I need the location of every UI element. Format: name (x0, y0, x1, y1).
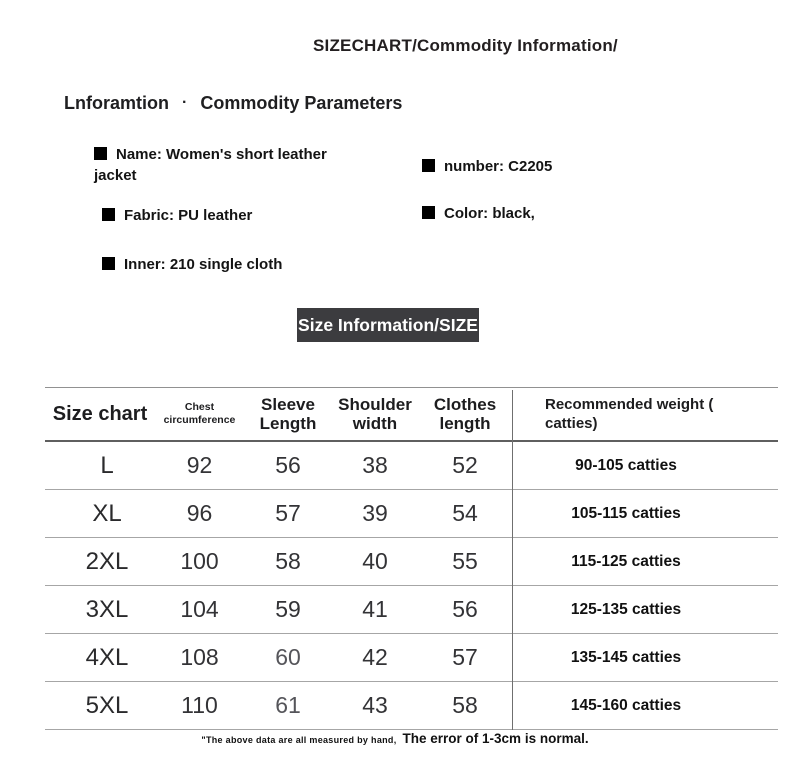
param-item-name (94, 144, 362, 186)
cell-chest: 110 (181, 692, 218, 718)
table-row-4xl (45, 634, 778, 682)
cell-clothes: 52 (452, 452, 478, 478)
cell-shoulder: 39 (362, 500, 388, 526)
cell-size: 5XL (85, 691, 129, 719)
cell-sleeve: 61 (275, 692, 301, 718)
table-row-2xl (45, 538, 778, 586)
cell-weight: 145-160 catties (570, 696, 682, 714)
param-item-number (422, 156, 552, 177)
cell-weight: 90-105 catties (575, 456, 677, 474)
black-square-bullet-icon (422, 159, 435, 172)
cell-sleeve: 56 (275, 452, 301, 478)
cell-sleeve: 57 (275, 500, 301, 526)
cell-size: 2XL (85, 547, 129, 575)
cell-chest: 104 (180, 596, 219, 622)
cell-weight: 125-135 catties (570, 600, 682, 618)
cell-sleeve: 60 (275, 644, 301, 670)
cell-weight: 105-115 catties (571, 504, 681, 522)
header-chest: Chest circumference (163, 400, 236, 426)
cell-shoulder: 38 (362, 452, 388, 478)
black-square-bullet-icon (422, 206, 435, 219)
footnote-large-text: The error of 1-3cm is normal. (402, 731, 589, 746)
heading-dot-separator: · (182, 94, 188, 111)
footnote-small-text: "The above data are all measured by hand, (201, 735, 397, 745)
cell-weight: 135-145 catties (570, 648, 682, 666)
section-heading-right: Commodity Parameters (200, 93, 403, 113)
param-fabric-label: Fabric: PU leather (124, 207, 253, 224)
cell-weight: 115-125 catties (571, 552, 681, 570)
cell-shoulder: 40 (362, 548, 388, 574)
black-square-bullet-icon (102, 208, 115, 221)
cell-size: 4XL (85, 643, 129, 671)
section-heading-left: Lnforamtion (64, 93, 169, 113)
size-table-header-row (45, 387, 778, 442)
black-square-bullet-icon (94, 147, 107, 160)
page-title: SIZECHART/Commodity Information/ (313, 36, 618, 55)
cell-clothes: 55 (452, 548, 478, 574)
cell-shoulder: 41 (362, 596, 388, 622)
cell-chest: 108 (180, 644, 219, 670)
section-heading (64, 93, 402, 114)
size-table (45, 387, 778, 730)
cell-clothes: 56 (452, 596, 478, 622)
cell-shoulder: 43 (362, 692, 388, 718)
param-inner-label: Inner: 210 single cloth (124, 256, 283, 273)
cell-sleeve: 59 (275, 596, 301, 622)
cell-clothes: 58 (452, 692, 478, 718)
table-row-l (45, 442, 778, 490)
table-row-xl (45, 490, 778, 538)
size-information-banner: Size Information/SIZE (297, 308, 479, 342)
param-color-label: Color: black, (444, 205, 535, 222)
header-size-chart: Size chart (52, 402, 148, 425)
header-shoulder-width: Shoulder width (338, 394, 412, 433)
cell-chest: 92 (186, 452, 213, 478)
table-row-5xl (45, 682, 778, 730)
header-sleeve-length: Sleeve Length (259, 394, 317, 433)
param-item-fabric (102, 205, 252, 226)
cell-sleeve: 58 (275, 548, 301, 574)
cell-shoulder: 42 (362, 644, 388, 670)
cell-clothes: 54 (452, 500, 478, 526)
black-square-bullet-icon (102, 257, 115, 270)
cell-size: L (100, 451, 114, 479)
param-name-label: Name: Women's short leather jacket (94, 146, 327, 184)
header-clothes-length: Clothes length (433, 394, 497, 433)
footnote (0, 730, 790, 748)
cell-clothes: 57 (452, 644, 478, 670)
table-row-3xl (45, 586, 778, 634)
weight-column-divider-line (512, 390, 513, 730)
param-item-color (422, 203, 535, 224)
cell-chest: 96 (186, 500, 213, 526)
header-recommended-weight: Recommended weight ( catties) (545, 395, 714, 432)
cell-chest: 100 (180, 548, 219, 574)
param-number-label: number: C2205 (444, 158, 553, 175)
cell-size: XL (92, 499, 122, 527)
param-item-inner (102, 254, 282, 275)
cell-size: 3XL (85, 595, 129, 623)
